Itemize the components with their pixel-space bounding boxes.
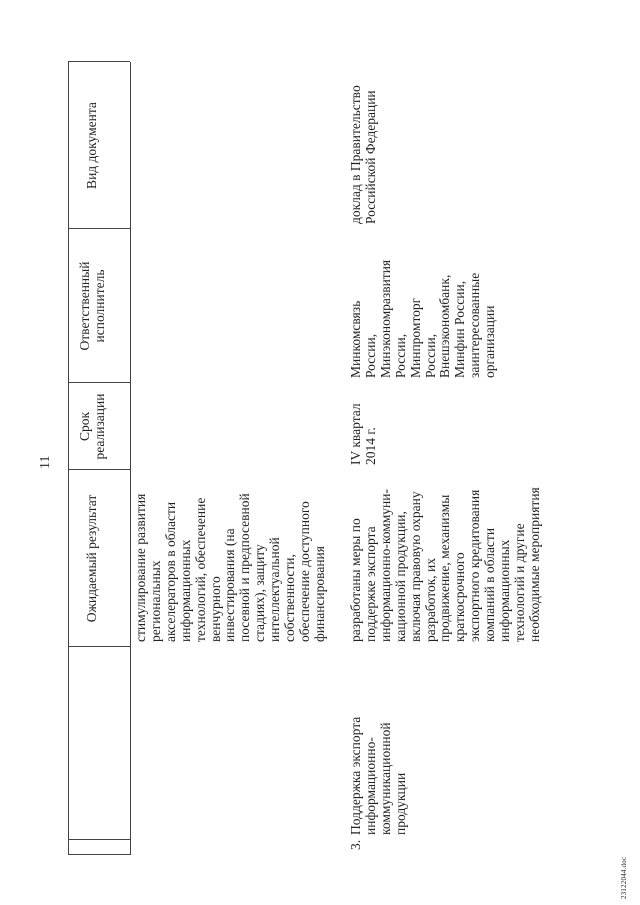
header-document-type: Вид документа	[84, 102, 99, 189]
executor-line: Минфин России,	[452, 280, 468, 378]
continuation-result-line: технологий, обеспечение	[192, 497, 208, 642]
continuation-result-line: акселераторов в области	[162, 501, 178, 642]
executor-line: Минэкономразвития	[377, 259, 393, 378]
continuation-result-line: региональных	[147, 560, 163, 642]
activity-line: коммуникационной	[377, 722, 393, 835]
header-deadline-line-2: реализации	[92, 393, 107, 460]
row-3-document-type	[349, 85, 379, 224]
header-bottom-border	[130, 62, 131, 855]
executor-line: Внешэкономбанк,	[437, 274, 453, 378]
continuation-result-line: финансирования	[311, 546, 327, 642]
continuation-result-line: стадиях), защиту	[252, 544, 268, 642]
executor-line: организации	[482, 305, 498, 378]
result-line: включая правовую охрану	[407, 491, 423, 642]
row-3-result	[349, 487, 543, 642]
activity-line: Поддержка экспорта	[348, 716, 363, 835]
continuation-result-line: венчурного	[207, 576, 223, 642]
col-divider-2	[68, 839, 130, 840]
row-3-deadline	[349, 403, 379, 465]
header-deadline	[77, 383, 107, 470]
continuation-result-line: посевной и предпосевной	[237, 493, 253, 642]
table-top-border	[68, 62, 69, 855]
continuation-result-line: собственности,	[282, 554, 298, 642]
result-line: разработок, их	[422, 557, 438, 642]
continuation-result-line: информационных	[177, 539, 193, 642]
continuation-result-line: инвестирования (на	[222, 528, 238, 642]
col-divider-7	[68, 61, 130, 62]
header-expected-result: Ожидаемый результат	[84, 494, 99, 623]
executor-line: России,	[362, 333, 378, 378]
result-line: кационной продукции,	[392, 511, 408, 642]
row-3-number: 3.	[348, 839, 363, 850]
result-line: информационно-коммуни-	[377, 489, 393, 642]
result-line: экспортного кредитования	[467, 489, 483, 642]
continuation-result-line: стимулирование развития	[133, 493, 148, 642]
footer-doc-code: 23122044.doc	[620, 856, 628, 899]
header-executor-line-1: Ответственный	[77, 261, 92, 351]
result-line: краткосрочного	[452, 552, 468, 642]
deadline-line: 2014 г.	[362, 427, 378, 465]
col-divider-1	[68, 854, 130, 855]
col-divider-3	[68, 646, 130, 647]
header-executor	[77, 229, 107, 383]
executor-line: Минкомсвязь	[348, 300, 363, 378]
result-line: разработаны меры по	[348, 518, 363, 642]
activity-line: информационно-	[362, 737, 378, 835]
result-line: поддержке экспорта	[362, 526, 378, 642]
continuation-result-line: интеллектуальной	[267, 537, 283, 642]
result-line: технологий и другие	[511, 523, 527, 642]
continuation-result-line: обеспечение доступного	[296, 501, 312, 642]
row-3-activity	[349, 717, 409, 835]
document-type-line: Российской Федерации	[362, 90, 378, 224]
result-line: необходимые мероприятия	[526, 487, 542, 642]
executor-line: России,	[392, 333, 408, 378]
executor-line: Минпромторг	[407, 297, 423, 378]
header-deadline-line-1: Срок	[77, 411, 92, 442]
page-number: 11	[38, 455, 53, 469]
continuation-result	[134, 493, 328, 642]
document-type-line: доклад в Правительство	[348, 85, 363, 224]
header-executor-line-2: исполнитель	[92, 269, 107, 343]
executor-line: заинтересованные	[467, 272, 483, 378]
activity-line: продукции	[392, 772, 408, 835]
result-line: продвижение, механизмы	[437, 494, 453, 642]
result-line: информационных	[497, 539, 513, 642]
executor-line: России,	[422, 333, 438, 378]
result-line: компаний в области	[482, 527, 498, 642]
row-3-executor	[349, 260, 498, 378]
deadline-line: IV квартал	[348, 403, 363, 465]
